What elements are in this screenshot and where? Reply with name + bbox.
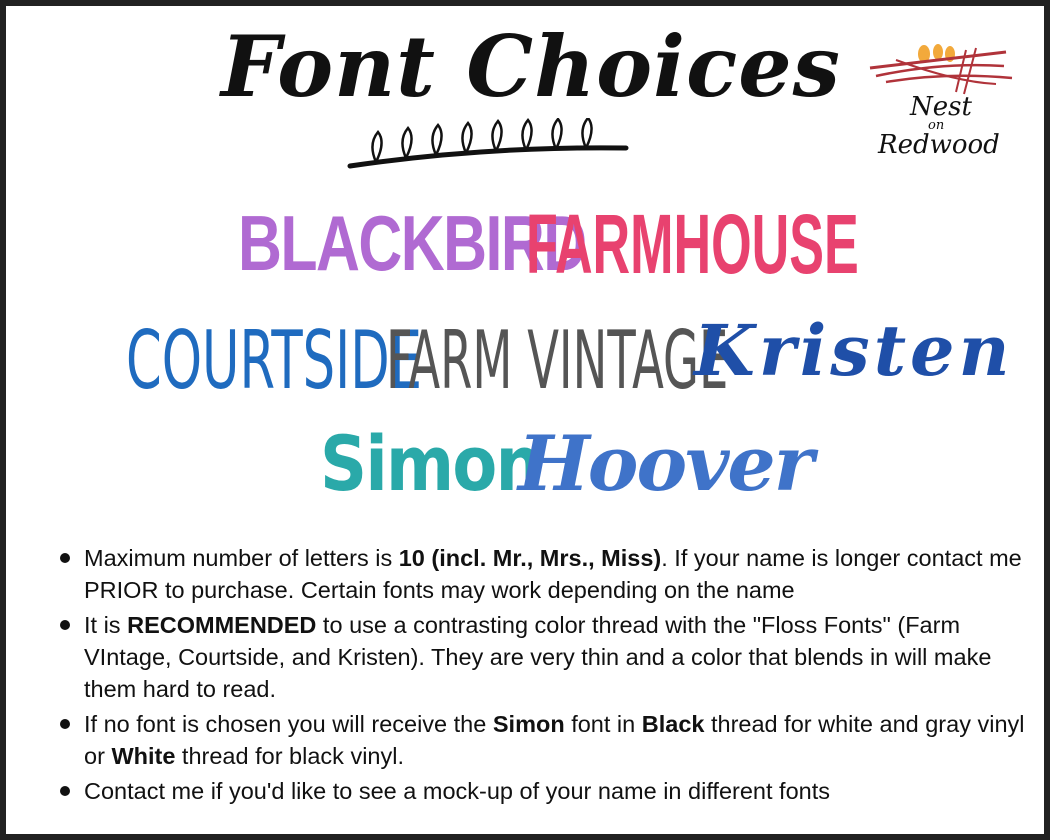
bullet-text: thread for black vinyl.	[175, 743, 404, 769]
bullet-bold-text: RECOMMENDED	[127, 612, 317, 638]
page-title: Font Choices	[221, 17, 841, 116]
bullet-text: font in	[564, 711, 642, 737]
font-sample-simon: Simon	[320, 419, 541, 508]
bullet-bold-text: 10 (incl. Mr., Mrs., Miss)	[398, 545, 662, 571]
bullet-bold-text: Black	[641, 711, 705, 737]
bullet-icon	[60, 719, 70, 729]
bullet-icon	[60, 786, 70, 796]
bullet-text: thread for white and gray vinyl or	[84, 711, 1025, 769]
font-sample-farmhouse: FARMHOUSE	[526, 197, 859, 291]
list-item	[54, 775, 1034, 807]
logo-line-3: Redwood	[878, 130, 1000, 160]
logo-line-1: Nest	[910, 92, 972, 122]
font-sample-farm-vintage: FARM VINTAGE	[386, 314, 729, 407]
list-item	[54, 609, 1034, 705]
bullet-text: Contact me if you'd like to see a mock-up of your name in different fonts	[84, 778, 830, 804]
bullet-text: If no font is chosen you will receive the	[84, 711, 493, 737]
font-sample-kristen: Kristen	[694, 309, 1014, 392]
bullet-text: It is	[84, 612, 128, 638]
font-sample-courtside: COURTSIDE	[126, 314, 423, 407]
logo-line-2: on	[928, 118, 945, 133]
bullet-bold-text: White	[111, 743, 176, 769]
nest-on-redwood-logo	[866, 42, 1016, 162]
bullet-icon	[60, 553, 70, 563]
list-item	[54, 542, 1034, 606]
font-sample-hoover: Hoover	[518, 419, 812, 508]
bullet-icon	[60, 620, 70, 630]
bullet-text: Maximum number of letters is	[84, 545, 399, 571]
bullet-bold-text: Simon	[492, 711, 565, 737]
bullet-text: to use a contrasting color thread with the "Floss Fonts" (Farm VIntage, Courtside, and Kristen). They are very thin and a color that blends in will make them hard to read.	[84, 612, 992, 702]
info-list	[54, 542, 1034, 810]
font-sample-blackbird: BLACKBIRD	[238, 199, 586, 287]
list-item	[54, 708, 1034, 772]
bullet-text: . If your name is longer contact me PRIOR to purchase. Certain fonts may work depending on the name	[84, 545, 1022, 603]
decorative-divider	[336, 118, 636, 180]
